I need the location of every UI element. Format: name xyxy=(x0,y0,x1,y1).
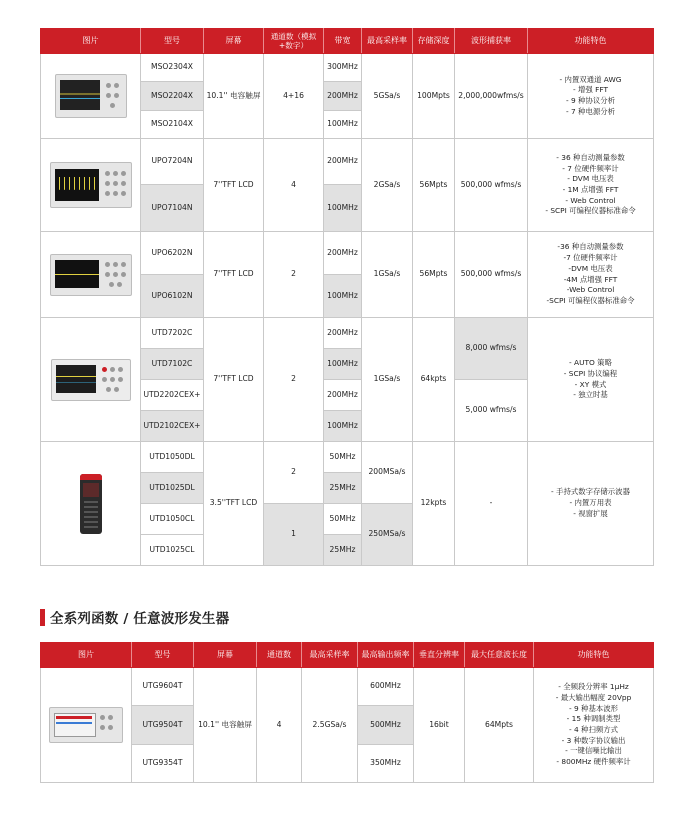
handheld-oscilloscope-icon xyxy=(80,474,102,534)
table-row xyxy=(41,318,654,349)
channels-cell: 2 xyxy=(264,442,324,504)
capture-rate-cell: 8,000 wfms/s xyxy=(455,318,528,380)
table-row xyxy=(41,668,654,706)
oscilloscope-upo7000-icon xyxy=(50,162,132,208)
col-header-memory: 存储深度 xyxy=(413,29,455,54)
bandwidth-cell: 100MHz xyxy=(324,275,362,318)
model-cell: UPO7104N xyxy=(141,185,204,232)
output-freq-cell: 600MHz xyxy=(358,668,414,706)
channels-cell: 4 xyxy=(264,139,324,232)
feature-item: - 1M 点增强 FFT xyxy=(562,185,619,194)
bandwidth-cell: 100MHz xyxy=(324,349,362,380)
col-header-image: 图片 xyxy=(41,643,132,668)
oscilloscope-upo6000-icon xyxy=(50,254,132,296)
memory-cell: 64kpts xyxy=(413,318,455,442)
channels-cell: 1 xyxy=(264,504,324,566)
section-marker xyxy=(40,609,45,626)
feature-item: -4M 点增强 FFT xyxy=(563,274,618,284)
model-cell: MSO2304X xyxy=(141,54,204,82)
col-header-resolution: 垂直分辨率 xyxy=(414,643,465,668)
table-row xyxy=(41,232,654,275)
model-cell: UPO7204N xyxy=(141,139,204,185)
memory-cell: 12kpts xyxy=(413,442,455,566)
bandwidth-cell: 100MHz xyxy=(324,411,362,442)
col-header-channels: 通道数 xyxy=(257,643,302,668)
table-header-row xyxy=(41,643,654,668)
bandwidth-cell: 50MHz xyxy=(324,504,362,535)
waveform-generator-spec-table xyxy=(40,642,654,783)
feature-item: - 800MHz 硬件频率计 xyxy=(556,757,631,767)
feature-item: - 独立时基 xyxy=(573,390,608,400)
oscilloscope-mso-icon xyxy=(55,74,127,118)
bandwidth-cell: 25MHz xyxy=(324,535,362,566)
bandwidth-cell: 200MHz xyxy=(324,232,362,275)
product-image-cell xyxy=(41,139,141,232)
feature-item: - XY 模式 xyxy=(574,379,607,389)
model-cell: UTD1025DL xyxy=(141,473,204,504)
capture-rate-cell: - xyxy=(455,442,528,566)
section-title-text: 全系列函数 / 任意波形发生器 xyxy=(50,611,230,627)
bandwidth-cell: 100MHz xyxy=(324,185,362,232)
feature-item: - 内置双通道 AWG xyxy=(559,74,622,84)
sample-rate-cell: 200MSa/s xyxy=(362,442,413,504)
waveform-generator-icon xyxy=(49,707,123,743)
col-header-bandwidth: 带宽 xyxy=(324,29,362,54)
bandwidth-cell: 200MHz xyxy=(324,318,362,349)
table-row xyxy=(41,54,654,82)
arb-length-cell: 64Mpts xyxy=(465,668,534,783)
features-cell xyxy=(528,54,654,139)
screen-cell: 10.1'' 电容触屏 xyxy=(194,668,257,783)
model-cell: UTD1025CL xyxy=(141,535,204,566)
model-cell: UTD2202CEX+ xyxy=(141,380,204,411)
section-title xyxy=(40,608,229,626)
model-cell: UTD1050CL xyxy=(141,504,204,535)
bandwidth-cell: 100MHz xyxy=(324,111,362,139)
sample-rate-cell: 1GSa/s xyxy=(362,232,413,318)
model-cell: UTD2102CEX+ xyxy=(141,411,204,442)
model-cell: MSO2104X xyxy=(141,111,204,139)
col-header-features: 功能特色 xyxy=(534,643,654,668)
feature-item: - 增强 FFT xyxy=(572,85,609,95)
sample-rate-cell: 1GSa/s xyxy=(362,318,413,442)
features-cell xyxy=(528,139,654,232)
oscilloscope-utd2000-icon xyxy=(51,359,131,401)
table-header-row xyxy=(41,29,654,54)
memory-cell: 56Mpts xyxy=(413,139,455,232)
feature-item: - 最大输出幅度 20Vpp xyxy=(555,692,632,702)
product-image-cell xyxy=(41,318,141,442)
channels-cell: 2 xyxy=(264,232,324,318)
model-cell: UTD7202C xyxy=(141,318,204,349)
product-image-cell xyxy=(41,668,132,783)
col-header-channels: 通道数（模拟+数字） xyxy=(264,29,324,54)
feature-item: - 一键信噪比输出 xyxy=(565,746,622,756)
sample-rate-cell: 2.5GSa/s xyxy=(302,668,358,783)
feature-item: - AUTO 策略 xyxy=(569,358,612,368)
model-cell: UPO6202N xyxy=(141,232,204,275)
feature-item: - 视窗扩展 xyxy=(573,508,608,518)
model-cell: UTG9504T xyxy=(132,706,194,745)
sample-rate-cell: 250MSa/s xyxy=(362,504,413,566)
screen-cell: 7''TFT LCD xyxy=(204,318,264,442)
channels-cell: 4+16 xyxy=(264,54,324,139)
col-header-sample-rate: 最高采样率 xyxy=(302,643,358,668)
features-cell xyxy=(528,318,654,442)
feature-item: - 36 种自动测量参数 xyxy=(556,152,625,162)
feature-item: - 9 种协议分析 xyxy=(565,96,616,105)
features-cell xyxy=(534,668,654,783)
screen-cell: 7''TFT LCD xyxy=(204,139,264,232)
col-header-features: 功能特色 xyxy=(528,29,654,54)
capture-rate-cell: 2,000,000wfms/s xyxy=(455,54,528,139)
col-header-output-freq: 最高输出频率 xyxy=(358,643,414,668)
resolution-cell: 16bit xyxy=(414,668,465,783)
feature-item: -36 种自动测量参数 xyxy=(557,242,624,252)
feature-item: - Web Control xyxy=(565,195,616,205)
features-cell xyxy=(528,232,654,318)
product-image-cell xyxy=(41,232,141,318)
feature-item: -SCPI 可编程仪器标准命令 xyxy=(546,295,635,305)
table-row xyxy=(41,139,654,185)
col-header-model: 型号 xyxy=(141,29,204,54)
channels-cell: 2 xyxy=(264,318,324,442)
model-cell: MSO2204X xyxy=(141,82,204,111)
screen-cell: 7''TFT LCD xyxy=(204,232,264,318)
model-cell: UPO6102N xyxy=(141,275,204,318)
model-cell: UTG9354T xyxy=(132,745,194,783)
model-cell: UTD1050DL xyxy=(141,442,204,473)
feature-item: - SCPI 可编程仪器标准命令 xyxy=(545,206,636,216)
feature-item: - 3 种数字协议输出 xyxy=(561,735,626,745)
output-freq-cell: 500MHz xyxy=(358,706,414,745)
capture-rate-cell: 500,000 wfms/s xyxy=(455,139,528,232)
col-header-screen: 屏幕 xyxy=(194,643,257,668)
channels-cell: 4 xyxy=(257,668,302,783)
bandwidth-cell: 25MHz xyxy=(324,473,362,504)
col-header-image: 图片 xyxy=(41,29,141,54)
feature-item: - 手持式数字存储示波器 xyxy=(551,487,630,497)
feature-item: - 15 种调制类型 xyxy=(566,714,621,724)
bandwidth-cell: 200MHz xyxy=(324,82,362,111)
feature-item: - SCPI 协议编程 xyxy=(563,368,618,378)
oscilloscope-spec-table xyxy=(40,28,654,566)
col-header-capture-rate: 波形捕获率 xyxy=(455,29,528,54)
model-cell: UTG9604T xyxy=(132,668,194,706)
capture-rate-cell: 500,000 wfms/s xyxy=(455,232,528,318)
col-header-screen: 屏幕 xyxy=(204,29,264,54)
features-cell xyxy=(528,442,654,566)
output-freq-cell: 350MHz xyxy=(358,745,414,783)
sample-rate-cell: 5GSa/s xyxy=(362,54,413,139)
bandwidth-cell: 200MHz xyxy=(324,139,362,185)
feature-item: - 7 种电源分析 xyxy=(565,106,616,116)
col-header-sample-rate: 最高采样率 xyxy=(362,29,413,54)
screen-cell: 3.5''TFT LCD xyxy=(204,442,264,566)
feature-item: - DVM 电压表 xyxy=(567,174,614,184)
memory-cell: 100Mpts xyxy=(413,54,455,139)
col-header-model: 型号 xyxy=(132,643,194,668)
bandwidth-cell: 50MHz xyxy=(324,442,362,473)
feature-item: -DVM 电压表 xyxy=(568,263,613,273)
feature-item: -7 位硬件频率计 xyxy=(563,253,618,263)
feature-item: - 7 位硬件频率计 xyxy=(562,163,619,173)
feature-item: -Web Control xyxy=(566,285,615,295)
model-cell: UTD7102C xyxy=(141,349,204,380)
bandwidth-cell: 200MHz xyxy=(324,380,362,411)
memory-cell: 56Mpts xyxy=(413,232,455,318)
feature-item: - 4 种扫频方式 xyxy=(568,725,619,734)
screen-cell: 10.1'' 电容触屏 xyxy=(204,54,264,139)
feature-item: - 9 种基本波形 xyxy=(568,703,619,713)
feature-item: - 全频段分辨率 1μHz xyxy=(558,682,629,692)
col-header-arb-length: 最大任意波长度 xyxy=(465,643,534,668)
bandwidth-cell: 300MHz xyxy=(324,54,362,82)
product-image-cell xyxy=(41,442,141,566)
product-image-cell xyxy=(41,54,141,139)
table-row xyxy=(41,442,654,473)
capture-rate-cell: 5,000 wfms/s xyxy=(455,380,528,442)
sample-rate-cell: 2GSa/s xyxy=(362,139,413,232)
feature-item: - 内置万用表 xyxy=(569,498,612,508)
